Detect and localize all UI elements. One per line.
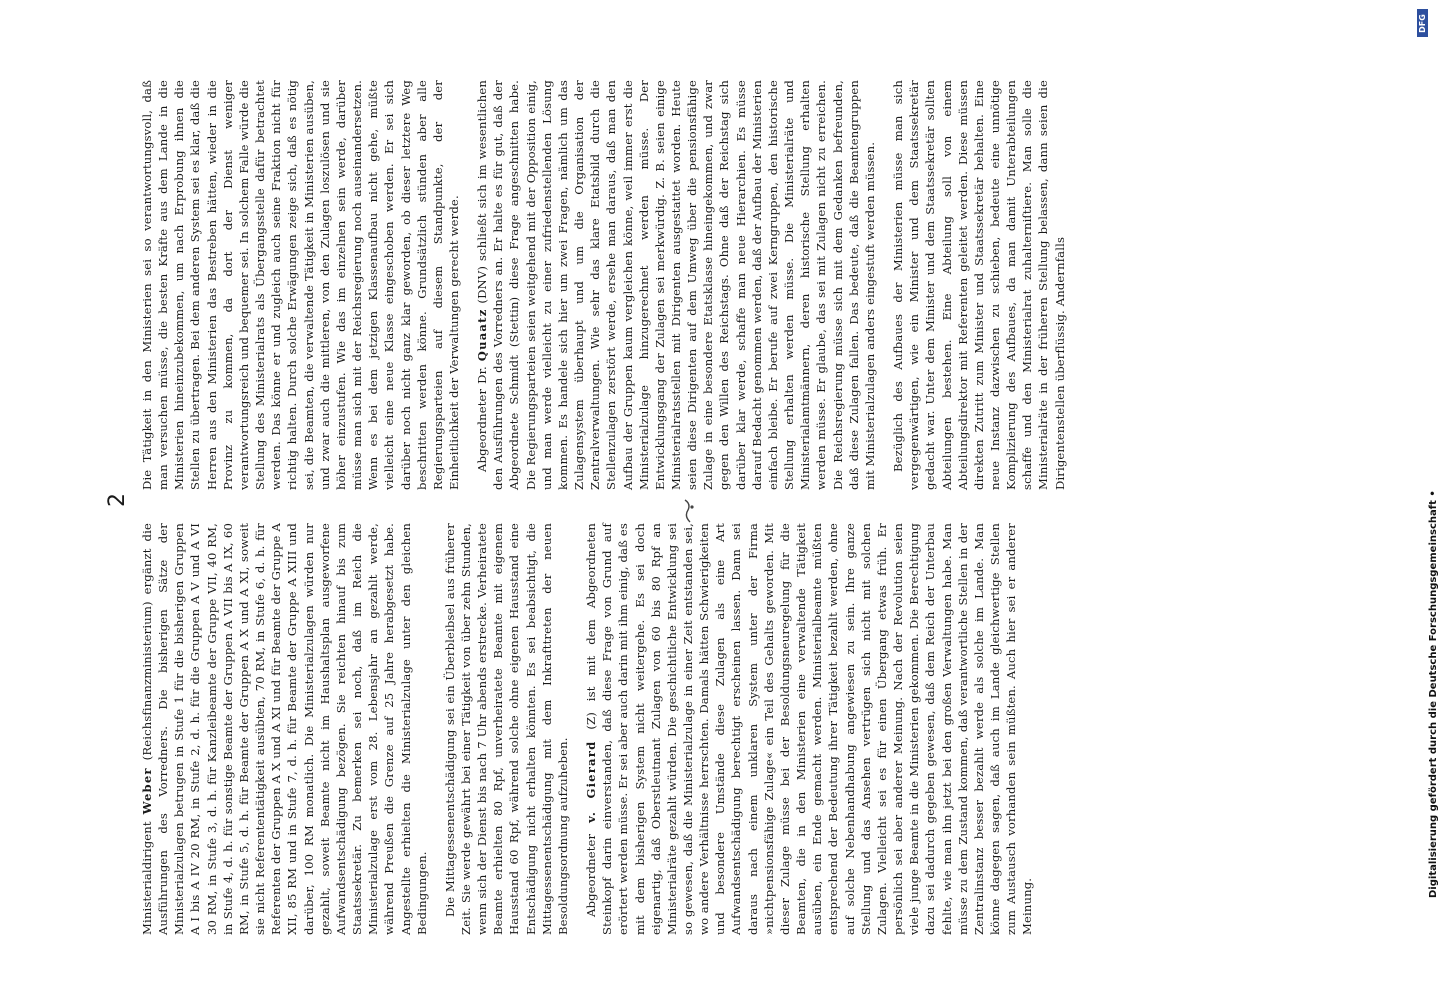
- paragraph: Abgeordneter v. Gierard (Z) ist mit dem Abgeordneten Steinkopf darin einverstanden, daß diese Frage von Grund auf erörtert werden müsse. Er sei aber auch darin mit ihm einig, daß es mit dem bisherigen System nicht weitergehe. Es sei doch eigenartig, daß Oberstleutnant Zulagen von 60 bis 80 Rpf an Ministerialräte gezahlt würden. Die geschichtliche Entwicklung sei so gewesen, daß die Ministerialzulage in einer Zeit entstanden sei, wo andere Verhältnisse herrschten. Damals hätten Schwierigkeiten und besondere Umstände diese Zulagen als eine Art Aufwandsentschädigung berechtigt erscheinen lassen. Dann sei daraus nach einem unklaren System unter der Firma »nichtpensionsfähige Zulage« ein Teil des Gehalts geworden. Mit dieser Zulage müsse bei der Besoldungsneuregelung für die Beamten, die in den Ministerien eine verwaltende Tätigkeit ausüben, ein Ende gemacht werden. Ministerialbeamte müßten entsprechend der Bedeutung ihrer Tätigkeit bezahlt werden, ohne auf solche Nebenhandhabung angewiesen zu sein. Ihre ganze Stellung und das Ansehen vertrügen sich nicht mit solchen Zulagen. Vielleicht sei es für einen Übergang etwas früh. Er persönlich sei aber anderer Meinung. Nach der Revolution seien viele junge Beamte in die Ministerien gekommen. Die Berechtigung dazu sei dadurch gegeben gewesen, daß dem Reich der Unterbau fehlte, wie man ihn jetzt bei den großen Verwaltungen habe. Man müsse zu dem Zustand kommen, daß verantwortliche Stellen in der Zentralinstanz besser bezahlt werde als solche im Lande. Man könne dagegen sagen, daß auch im Lande gleichwertige Stellen zum Austausch vorhanden sein müßten. Auch hier sei er anderer Meinung.: [584, 523, 1035, 935]
- left-column: [139, 523, 1035, 935]
- page-number: 2: [105, 493, 130, 507]
- digitization-credit: Digitalisierung gefördert durch die Deutsche Forschungsgemeinschaft •: [1428, 490, 1439, 898]
- speaker-name: v. Gierard: [584, 740, 599, 823]
- paragraph: Abgeordneter Dr. Quaatz (DNV) schließt sich im wesentlichen den Ausführungen des Vorredners an. Er halte es für gut, daß der Abgeordnete Schmidt (Stettin) diese Frage angeschnitten habe. Die Regierungsparteien seien weitgehend mit der Opposition einig, und man werde vielleicht zu einer zufriedenstellenden Lösung kommen. Es handele sich hier um zwei Fragen, nämlich um das Zulagensystem überhaupt und um die Organisation der Zentralverwaltungen. Wie sehr das klare Etatsbild durch die Stellenzulagen zerstört werde, ersehe man daraus, daß man den Aufbau der Gruppen kaum vergleichen könne, weil immer erst die Ministerialzulage hinzugerechnet werden müsse. Der Entwicklungsgang der Zulagen sei merkwürdig. Z. B. seien einige Ministerialratsstellen mit Dirigenten ausgestattet worden. Heute seien diese Dirigenten auf dem Umweg über die pensionsfähige Zulage in eine besondere Etatsklasse hineingekommen, und zwar gegen den Willen des Reichstags. Ohne daß der Reichstag sich darüber klar werde, schaffe man neue Hierarchien. Es müsse darauf Bedacht genommen werden, daß der Aufbau der Ministerien einfach bleibe. Er berufe auf zwei Kerngruppen, den historische Stellung erhalten werden müsse. Die Ministerialräte und Ministerialamtmännern, deren historische Stellung erhalten werden müsse. Er glaube, das sei mit Zulagen nicht zu erreichen. Die Reichsregierung müsse sich mit dem Gedanken befreunden, daß diese Zulagen fallen. Das bedeute, daß die Beamtengruppen mit Ministerialzulagen anders eingestuft werden müssen.: [475, 80, 877, 490]
- right-column: [139, 80, 1068, 490]
- paragraph: Die Tätigkeit in den Ministerien sei so verantwortungsvoll, daß man versuchen müsse, die besten Kräfte aus dem Lande in die Ministerien hineinzubekommen, um nach Erprobung ihnen die Stellen zu übertragen. Bei dem anderen System sei es klar, daß die Herren aus den Ministerien das Bestreben hätten, wieder in die Provinz zu kommen, da dort der Dienst weniger verantwortungsreich und bequemer sei. In solchem Falle würde die Stellung des Ministerialrats als Übergangsstelle dafür betrachtet werden. Das könne er und zugleich auch seine Fraktion nicht für richtig halten. Durch solche Erwägungen zeige sich, daß es nötig sei, die Beamten, die verwaltende Tätigkeit in Ministerien ausüben, und zwar auch die mittleren, von den Zulagen loszulösen und sie höher einzustufen. Wie das im einzelnen sein werde, darüber müsse man sich mit der Reichsregierung noch auseinandersetzen. Wenn es bei dem jetzigen Klassenaufbau nicht gehe, müßte vielleicht eine neue Klasse eingeschoben werden. Er sei sich darüber noch nicht ganz klar geworden, ob dieser letztere Weg beschritten werden könne. Grundsätzlich stünden aber alle Regierungsparteien auf diesem Standpunkte, der der Einheitlichkeit der Verwaltungen gerecht werde.: [140, 80, 461, 490]
- dfg-logo: DFG: [1417, 9, 1428, 37]
- paragraph: Die Mittagessenentschädigung sei ein Überbleibsel aus früherer Zeit. Sie werde gewährt bei einer Tätigkeit von über zehn Stunden, wenn sich der Dienst bis nach 7 Uhr abends erstrecke. Verheiratete Beamte erhielten 80 Rpf, unverheiratete Beamte mit eigenem Hausstand 60 Rpf, während solche ohne eigenen Hausstand eine Entschädigung nicht erhalten könnten. Es sei beabsichtigt, die Mittagessenentschädigung mit dem Inkrafttreten der neuen Besoldungsordnung aufzuheben.: [442, 523, 570, 935]
- speaker-name: Weber: [140, 767, 154, 815]
- paragraph: Ministerialdirigent Weber (Reichsfinanzministerium) ergänzt die Ausführungen des Vorredners. Die bisherigen Sätze der Ministerialzulagen betrugen in Stufe 1 für die bisherigen Gruppen A I bis A IV 20 RM, in Stufe 2, d. h. für die Gruppen A V und A VI 30 RM, in Stufe 3, d. h. für Kanzleibeamte der Gruppe VII, 40 RM, in Stufe 4, d. h. für sonstige Beamte der Gruppen A VII bis A IX, 60 RM, in Stufe 5, d. h. für Beamte der Gruppen A X und A XI, soweit sie nicht Referententätigkeit ausübten, 70 RM, in Stufe 6, d. h. für Referenten der Gruppen A X und A XI und für Beamte der Gruppe A XII, 85 RM und in Stufe 7, d. h. für Beamte der Gruppe A XIII und darüber, 100 RM monatlich. Die Ministerialzulagen würden nur gezahlt, soweit Beamte nicht im Haushaltsplan ausgeworfene Aufwandsentschädigung bezögen. Sie reichten hinauf bis zum Staatssekretär. Zu bemerken sei noch, daß im Reich die Ministerialzulage erst vom 28. Lebensjahr an gezahlt werde, während Preußen die Grenze auf 25 Jahre herabgesetzt habe. Angestellte erhielten die Ministerialzulage unter den gleichen Bedingungen.: [140, 523, 429, 935]
- ink-smudge: [682, 498, 696, 524]
- paragraph: Bezüglich des Aufbaues der Ministerien müsse man sich vergegenwärtigen, wie ein Minister und dem Staatssekretär gedacht war. Unter dem Minister und dem Staatssekretär sollten Abteilungen bestehen. Eine Abteilung soll von einem Abteilungsdirektor mit Referenten geleitet werden. Diese müssen direkten Zutritt zum Minister und Staatssekretär behalten. Eine neue Instanz dazwischen zu schieben, bedeute eine unnötige Komplizierung des Aufbaues, da man damit Unterabteilungen schaffe und den Ministerialrat zuhalterniſtiere. Man solle die Ministerialräte in der früheren Stellung belassen, dann seien die Dirigentenstellen überflüssig. Andernfalls: [891, 80, 1067, 490]
- speaker-name: Quaatz: [475, 308, 490, 362]
